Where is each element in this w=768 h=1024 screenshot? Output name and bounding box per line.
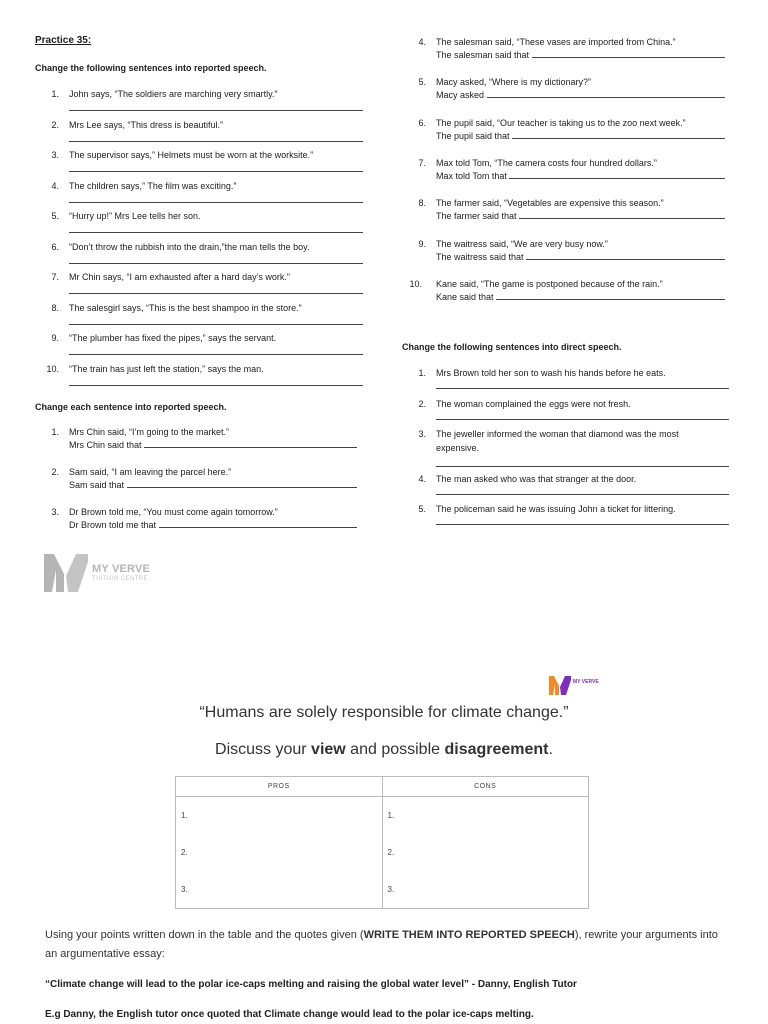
list-item [412, 117, 742, 145]
list-item [412, 197, 742, 225]
item-number: 7. [418, 157, 426, 168]
answer-line[interactable] [69, 354, 363, 355]
pros-item: 2. [181, 848, 188, 857]
item-text: Mrs Chin said, “I’m going to the market.” [69, 427, 230, 437]
answer-line[interactable] [436, 388, 729, 389]
section1-heading: Change the following sentences into reported speech. [35, 63, 267, 73]
list-item [45, 506, 375, 534]
list-item [412, 157, 742, 185]
prefix-text: Max told Tom that [436, 170, 507, 181]
item-text: Mr Chin says, “I am exhausted after a hard day’s work.” [69, 272, 290, 282]
answer-prefix [69, 519, 357, 531]
pros-cell[interactable] [176, 797, 383, 909]
list-item [412, 428, 732, 456]
answer-line[interactable] [69, 202, 363, 203]
item-text: The supervisor says,” Helmets must be worn at the worksite.” [69, 150, 314, 160]
item-text: Kane said, “The game is postponed because of the rain.” [436, 278, 663, 289]
essay-example-line: E.g Danny, the English tutor once quoted that Climate change would lead to the polar ice-caps melting. [45, 1009, 534, 1020]
item-text: Mrs Lee says, “This dress is beautiful.” [69, 119, 224, 130]
discuss-post: . [548, 741, 553, 758]
item-text: Max told Tom, “The camera costs four hundred dollars.” [436, 157, 657, 168]
answer-blank[interactable] [509, 170, 724, 179]
answer-prefix [436, 210, 725, 222]
item-number: 2. [51, 467, 59, 477]
item-number: 1. [51, 427, 59, 437]
item-number: 4. [51, 180, 59, 191]
answer-line[interactable] [69, 171, 363, 172]
answer-prefix [436, 170, 725, 182]
logo-small-text: MY VERVE [573, 679, 599, 685]
answer-prefix [436, 49, 725, 61]
essay-instructions [45, 926, 725, 964]
answer-line[interactable] [69, 263, 363, 264]
item-text: The woman complained the eggs were not fresh. [436, 399, 631, 409]
item-text: The pupil said, “Our teacher is taking us to the zoo next week.” [436, 117, 686, 128]
list-item [45, 88, 365, 102]
answer-line[interactable] [436, 466, 729, 467]
cons-item: 2. [387, 848, 395, 857]
item-text: The man asked who was that stranger at the door. [436, 474, 637, 484]
item-text: The farmer said, “Vegetables are expensive this season.” [436, 198, 664, 209]
list-item [45, 426, 375, 454]
discuss-disagreement: disagreement [444, 741, 549, 758]
item-number: 10. [409, 278, 422, 289]
cons-item: 1. [387, 811, 395, 820]
item-text: “The train has just left the station,” says the man. [69, 363, 264, 374]
item-text: “Don’t throw the rubbish into the drain,”the man tells the boy. [69, 241, 310, 252]
section2-heading: Change each sentence into reported speech. [35, 402, 227, 412]
list-item [45, 466, 375, 494]
item-text: “The plumber has fixed the pipes,” says the servant. [69, 333, 277, 343]
answer-blank[interactable] [144, 439, 356, 448]
practice-title: Practice 35: [35, 35, 92, 46]
prefix-text: The pupil said that [436, 130, 510, 141]
answer-line[interactable] [69, 141, 363, 142]
item-number: 8. [51, 302, 59, 313]
list-item [45, 180, 365, 194]
prefix-text: Dr Brown told me that [69, 520, 157, 530]
list-item [45, 149, 365, 163]
answer-blank[interactable] [526, 251, 724, 260]
answer-line[interactable] [69, 324, 363, 325]
answer-line[interactable] [436, 494, 729, 495]
item-number: 3. [51, 507, 59, 517]
list-item [412, 36, 742, 64]
item-number: 4. [418, 474, 426, 484]
item-number: 2. [51, 119, 59, 130]
answer-prefix [436, 89, 725, 101]
list-item [412, 367, 732, 395]
answer-blank[interactable] [487, 89, 725, 98]
item-text: “Hurry up!” Mrs Lee tells her son. [69, 211, 201, 221]
discuss-mid: and possible [345, 741, 445, 758]
list-item [412, 503, 732, 531]
prefix-text: The salesman said that [436, 50, 530, 60]
item-text: Mrs Brown told her son to wash his hands before he eats. [436, 368, 666, 378]
list-item [45, 332, 365, 346]
item-number: 9. [51, 333, 59, 343]
item-number: 6. [51, 241, 59, 252]
item-text: The policeman said he was issuing John a ticket for littering. [436, 504, 676, 514]
answer-line[interactable] [69, 232, 363, 233]
item-number: 3. [51, 150, 59, 160]
item-number: 9. [418, 238, 426, 249]
discuss-view: view [311, 741, 346, 758]
answer-blank[interactable] [512, 130, 724, 139]
item-text: Dr Brown told me, “You must come again tomorrow.” [69, 507, 278, 517]
item-number: 8. [418, 198, 426, 209]
answer-line[interactable] [69, 110, 363, 111]
prefix-text: Macy asked [436, 90, 485, 101]
item-number: 1. [418, 368, 426, 378]
list-item [412, 238, 742, 266]
item-text: John says, “The soldiers are marching very smartly.” [69, 89, 278, 99]
item-number: 1. [51, 89, 59, 99]
pros-item: 1. [181, 811, 188, 820]
list-item [412, 76, 742, 104]
item-number: 10. [46, 363, 59, 374]
list-item [45, 302, 365, 316]
answer-prefix [436, 130, 725, 142]
answer-prefix [69, 479, 357, 491]
answer-line[interactable] [436, 419, 729, 420]
item-text: The salesgirl says, “This is the best shampoo in the store.” [69, 302, 302, 313]
instr-bold: WRITE THEM INTO REPORTED SPEECH [363, 929, 575, 941]
instr-post: ), rewrite your arguments into an argumentative essay: [45, 929, 718, 960]
answer-blank[interactable] [519, 210, 724, 219]
item-number: 3. [418, 429, 426, 439]
logo-mark-icon [42, 552, 90, 592]
item-number: 4. [418, 37, 426, 47]
item-number: 5. [51, 211, 59, 221]
list-item [45, 210, 365, 224]
item-text: The salesman said, “These vases are imported from China.” [436, 37, 676, 47]
answer-line[interactable] [69, 293, 363, 294]
item-number: 5. [418, 504, 426, 514]
list-item [45, 363, 365, 377]
answer-prefix [69, 439, 357, 451]
answer-line[interactable] [69, 385, 363, 386]
prefix-text: The waitress said that [436, 251, 524, 262]
item-number: 6. [418, 117, 426, 128]
instr-pre: Using your points written down in the table and the quotes given ( [45, 929, 364, 941]
prefix-text: Mrs Chin said that [69, 440, 142, 450]
answer-line[interactable] [436, 524, 729, 525]
list-item [45, 241, 365, 255]
list-item [412, 398, 732, 426]
cons-header: CONS [382, 777, 589, 797]
answer-prefix [436, 291, 725, 303]
answer-prefix [436, 251, 725, 263]
discuss-pre: Discuss your [215, 741, 312, 758]
pros-cons-table [175, 776, 589, 909]
prefix-text: The farmer said that [436, 211, 517, 222]
item-text: The waitress said, “We are very busy now.” [436, 238, 608, 249]
logo-subtitle: TUITION CENTRE [92, 576, 148, 582]
item-number: 7. [51, 272, 59, 282]
item-number: 5. [418, 77, 426, 88]
item-text-continued: expensive. [436, 443, 480, 453]
item-text: Sam said, “I am leaving the parcel here.” [69, 467, 232, 477]
item-text: The jeweller informed the woman that diamond was the most [436, 429, 679, 439]
list-item [409, 278, 742, 306]
prefix-text: Kane said that [436, 291, 494, 302]
pros-item: 3. [181, 885, 188, 894]
item-text: Macy asked, “Where is my dictionary?” [436, 77, 592, 88]
item-text: The children says,” The film was exciting.” [69, 180, 237, 191]
list-item [45, 119, 365, 133]
answer-blank[interactable] [532, 49, 725, 58]
logo-name: MY VERVE [92, 563, 151, 575]
answer-blank[interactable] [159, 519, 357, 528]
item-number: 2. [418, 399, 426, 409]
section3-heading: Change the following sentences into direct speech. [402, 342, 622, 352]
cons-cell[interactable] [382, 797, 589, 909]
essay-quote-line: “Climate change will lead to the polar ice-caps melting and raising the global water level” - Danny, English Tutor [45, 979, 577, 990]
list-item [412, 473, 732, 501]
answer-blank[interactable] [127, 479, 357, 488]
answer-blank[interactable] [496, 291, 724, 300]
essay-discuss [0, 741, 768, 759]
pros-header: PROS [176, 777, 383, 797]
logo-small-mark-icon [548, 675, 572, 695]
cons-item: 3. [387, 885, 395, 894]
essay-quote: “Humans are solely responsible for climate change.” [199, 704, 569, 721]
list-item [45, 271, 365, 285]
prefix-text: Sam said that [69, 480, 125, 490]
